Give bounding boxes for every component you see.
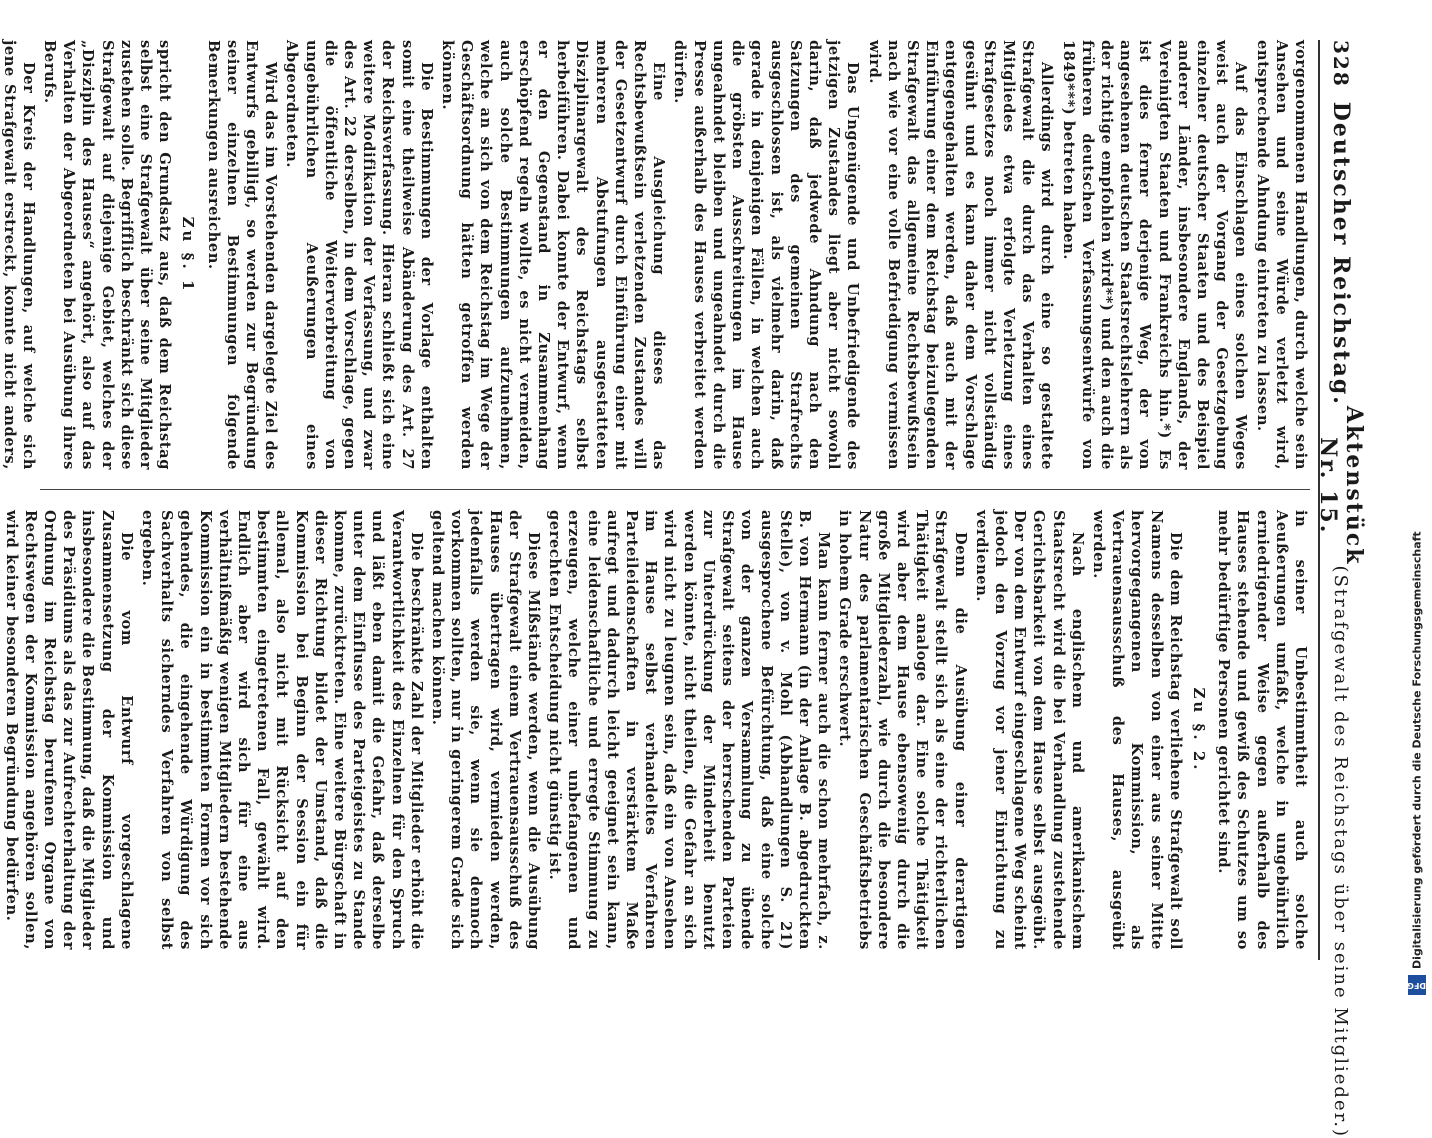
paragraph: Denn die Ausübung einer derartigen Strafgewalt stellt sich als eine der richterlichen Thätigkeit analoge dar. Eine solche Thätigkeit wird aber dem Hause ebensowenig durch die große Mitgliederzahl, wie durch die besondere Natur des parlamentarischen Geschäftsbetriebs in hohem Grade erschwert. xyxy=(836,510,969,950)
paragraph: Eine Ausgleichung dieses das Rechtsbewußtsein verletzenden Zustandes will der Gesetzentwurf durch Einführung einer mit mehreren Abstufungen ausgestatteten Disziplinargewalt des Reichstags selbst herbeiführen. Dabei konnte der Entwurf, wenn er den Gegenstand in Zusammenhang erschöpfend regeln wollte, es nicht vermeiden, auch solche Bestimmungen aufzunehmen, welche an sich von dem Reichstag im Wege der Geschäftsordnung hätten getroffen werden können. xyxy=(439,40,668,470)
paragraph: Der Kreis der Handlungen, auf welche sich jene Strafgewalt erstreckt, konnte nicht anders, xyxy=(0,40,37,470)
left-column xyxy=(0,40,1310,470)
paragraph: Die beschränkte Zahl der Mitglieder erhöht die Verantwortlichkeit des Einzelnen für den Spruch und läßt eben damit die Gefahr, daß derselbe unter dem Einflusse des Parteigeistes zu Stande komme, zurücktreten. Eine weitere Bürgschaft in dieser Richtung bildet der Umstand, daß die Kommission bei Beginn der Session ein für allemal, also nicht mit Rücksicht auf den bestimmten eingetretenen Fall, gewählt wird. Endlich aber wird sich für eine aus verhältnißmäßig wenigen Mitgliedern bestehende Kommission ein in bestimmten Formen vor sich gehendes, die eingehende Würdigung des Sachverhalts sicherndes Verfahren von selbst ergeben. xyxy=(139,510,425,950)
paragraph: Nach englischem und amerikanischem Staatsrecht wird die bei Verhandlung zustehende Gerichtsbarkeit von dem Hause selbst ausgeübt. Der von dem Entwurf eingeschlagene Weg scheint jedoch den Vorzug vor jener Einrichtung zu verdienen. xyxy=(972,510,1086,950)
paragraph: Wird das im Vorstehenden dargelegte Ziel des Entwurfs gebilligt, so werden zur Begründung seiner einzelnen Bestimmungen folgende Bemerkungen ausreichen. xyxy=(204,40,280,470)
section-heading: Zu §. 1 xyxy=(179,216,198,294)
page-number: 328 xyxy=(1329,40,1353,88)
digitization-credit xyxy=(1406,531,1428,995)
paragraph: Die vom Entwurf vorgeschlagene Zusammensetzung der Kommission und insbesondere die Bestimmung, daß die Mitglieder des Präsidiums als das zur Aufrechterhaltung der Ordnung im Reichstag berufenen Organe von Rechtswegen der Kommission angehören sollen, wird keiner besonderen Begründung bedürfen. xyxy=(2,510,135,950)
paragraph: vorgenommenen Handlungen, durch welche sein Ansehen und seine Würde verletzt wird, entsprechende Ahndung eintreten zu lassen. xyxy=(1253,40,1309,470)
paragraph: Das Ungenügende und Unbefriedigende des jetzigen Zustandes liegt aber nicht sowohl darin, daß jedwede Ahndung nach den Satzungen des gemeinen Strafrechts ausgeschlossen ist, als vielmehr darin, daß gerade in denjenigen Fällen, in welchen auch die gröbsten Ausschreitungen im Hause ungeahndet bleiben und ungeahndet durch die Presse außerhalb des Hauses verbreitet werden dürfen. xyxy=(671,40,862,470)
column-divider xyxy=(40,489,1310,490)
paragraph: Auf das Einschlagen eines solchen Weges weist auch der Vorgang der Gesetzgebung einzelner deutscher Staaten und des Beispiel anderer Länder, insbesondere Englands, der Vereinigten Staaten und Frankreichs hin.*) Es ist dies ferner derjenige Weg, der von angesehenen deutschen Staatsrechtslehrern als der richtige empfohlen wird**) und den auch die früheren deutschen Verfassungsentwürfe von 1849***) betreten haben. xyxy=(1059,40,1250,470)
paragraph: Allerdings wird durch eine so gestaltete Strafgewalt die durch das Verhalten eines Mitgliedes etwa erfolgte Verletzung eines Strafgesetzes noch immer nicht vollständig gesühnt und es kann daher dem Vorschlage entgegengehalten werden, daß auch mit der Einführung einer dem Reichstag beizulegenden Strafgewalt das allgemeine Rechtsbewußtsein nach wie vor eine volle Befriedigung vermissen wird. xyxy=(865,40,1056,470)
paragraph: spricht den Grundsatz aus, daß dem Reichstag selbst eine Strafgewalt über seine Mitglieder zustehen solle. Begrifflich beschränkt sich diese Strafgewalt auf diejenige Gebiet, welches der „Disziplin des Hauses“ angehört, also auf das Verhalten der Abgeordneten bei Ausübung ihres Berufs. xyxy=(41,40,174,470)
paragraph: Diese Mißstände werden, wenn die Ausübung der Strafgewalt einem Vertrauensausschuß des Hauses übertragen wird, vermieden werden, jedenfalls werden sie, wenn sie dennoch vorkommen sollten, nur in geringerem Grade sich geltend machen können. xyxy=(429,510,543,950)
page-header xyxy=(1315,40,1367,1138)
header-title-center: Aktenstück Nr. 15. xyxy=(1315,405,1367,566)
right-column xyxy=(2,510,1310,950)
paragraph: Die Bestimmungen der Vorlage enthalten somit eine theilweise Abänderung des Art. 27 der Reichsverfassung. Hieran schließt sich eine weitere Modifikation der Verfassung, und zwar des Art. 22 derselben, in dem Vorschlage, gegen die öffentliche Weiterverbreitung von ungebührlichen Aeußerungen eines Abgeordneten. xyxy=(283,40,435,470)
paragraph: Die dem Reichstag verliehene Strafgewalt soll Namens desselben von einer aus seiner Mitte hervorgegangenen Kommission, als Vertrauensausschuß des Hauses, ausgeübt werden. xyxy=(1089,510,1184,950)
header-title-right: (Strafgewalt des Reichstags über seine Mitglieder.) xyxy=(1330,565,1352,1138)
header-title-left: Deutscher Reichstag. xyxy=(1328,101,1354,406)
paragraph: in seiner Unbestimmtheit auch solche Aeußerungen umfaßt, welche in ungebührlich erniedrigender Weise gegen außerhalb des Hauses stehende und gewiß des Schutzes um so mehr bedürftige Personen gerichtet sind. xyxy=(1215,510,1309,950)
paragraph: Man kann ferner auch die schon mehrfach, z. B. von Hermann (in der Anlage B. abgedruckten Stelle), von v. Mohl (Abhandlungen S. 21) ausgesprochene Befürchtung, daß eine solche von der ganzen Versammlung zu übende Strafgewalt seitens der herrschenden Parteien zur Unterdrückung der Minderheit benutzt werden könnte, nicht theilen, die Gefahr an sich wird nicht zu leugnen sein, daß ein von Ansehen im Hause selbst verhandeltes Verfahren Parteileidenschaften in verstärktem Maße aufregt und dadurch leicht geeignet sein kann, eine leidenschaftliche und erregte Stimmung zu erzeugen, welche einer unbefangenen und gerechten Entscheidung nicht günstig ist. xyxy=(546,510,833,950)
section-heading: Zu §. 2. xyxy=(1189,687,1208,773)
credit-text: Digitalisierung gefördert durch die Deutsche Forschungsgemeinschaft xyxy=(1410,531,1424,969)
dfg-logo-icon: DFG xyxy=(1408,975,1426,995)
